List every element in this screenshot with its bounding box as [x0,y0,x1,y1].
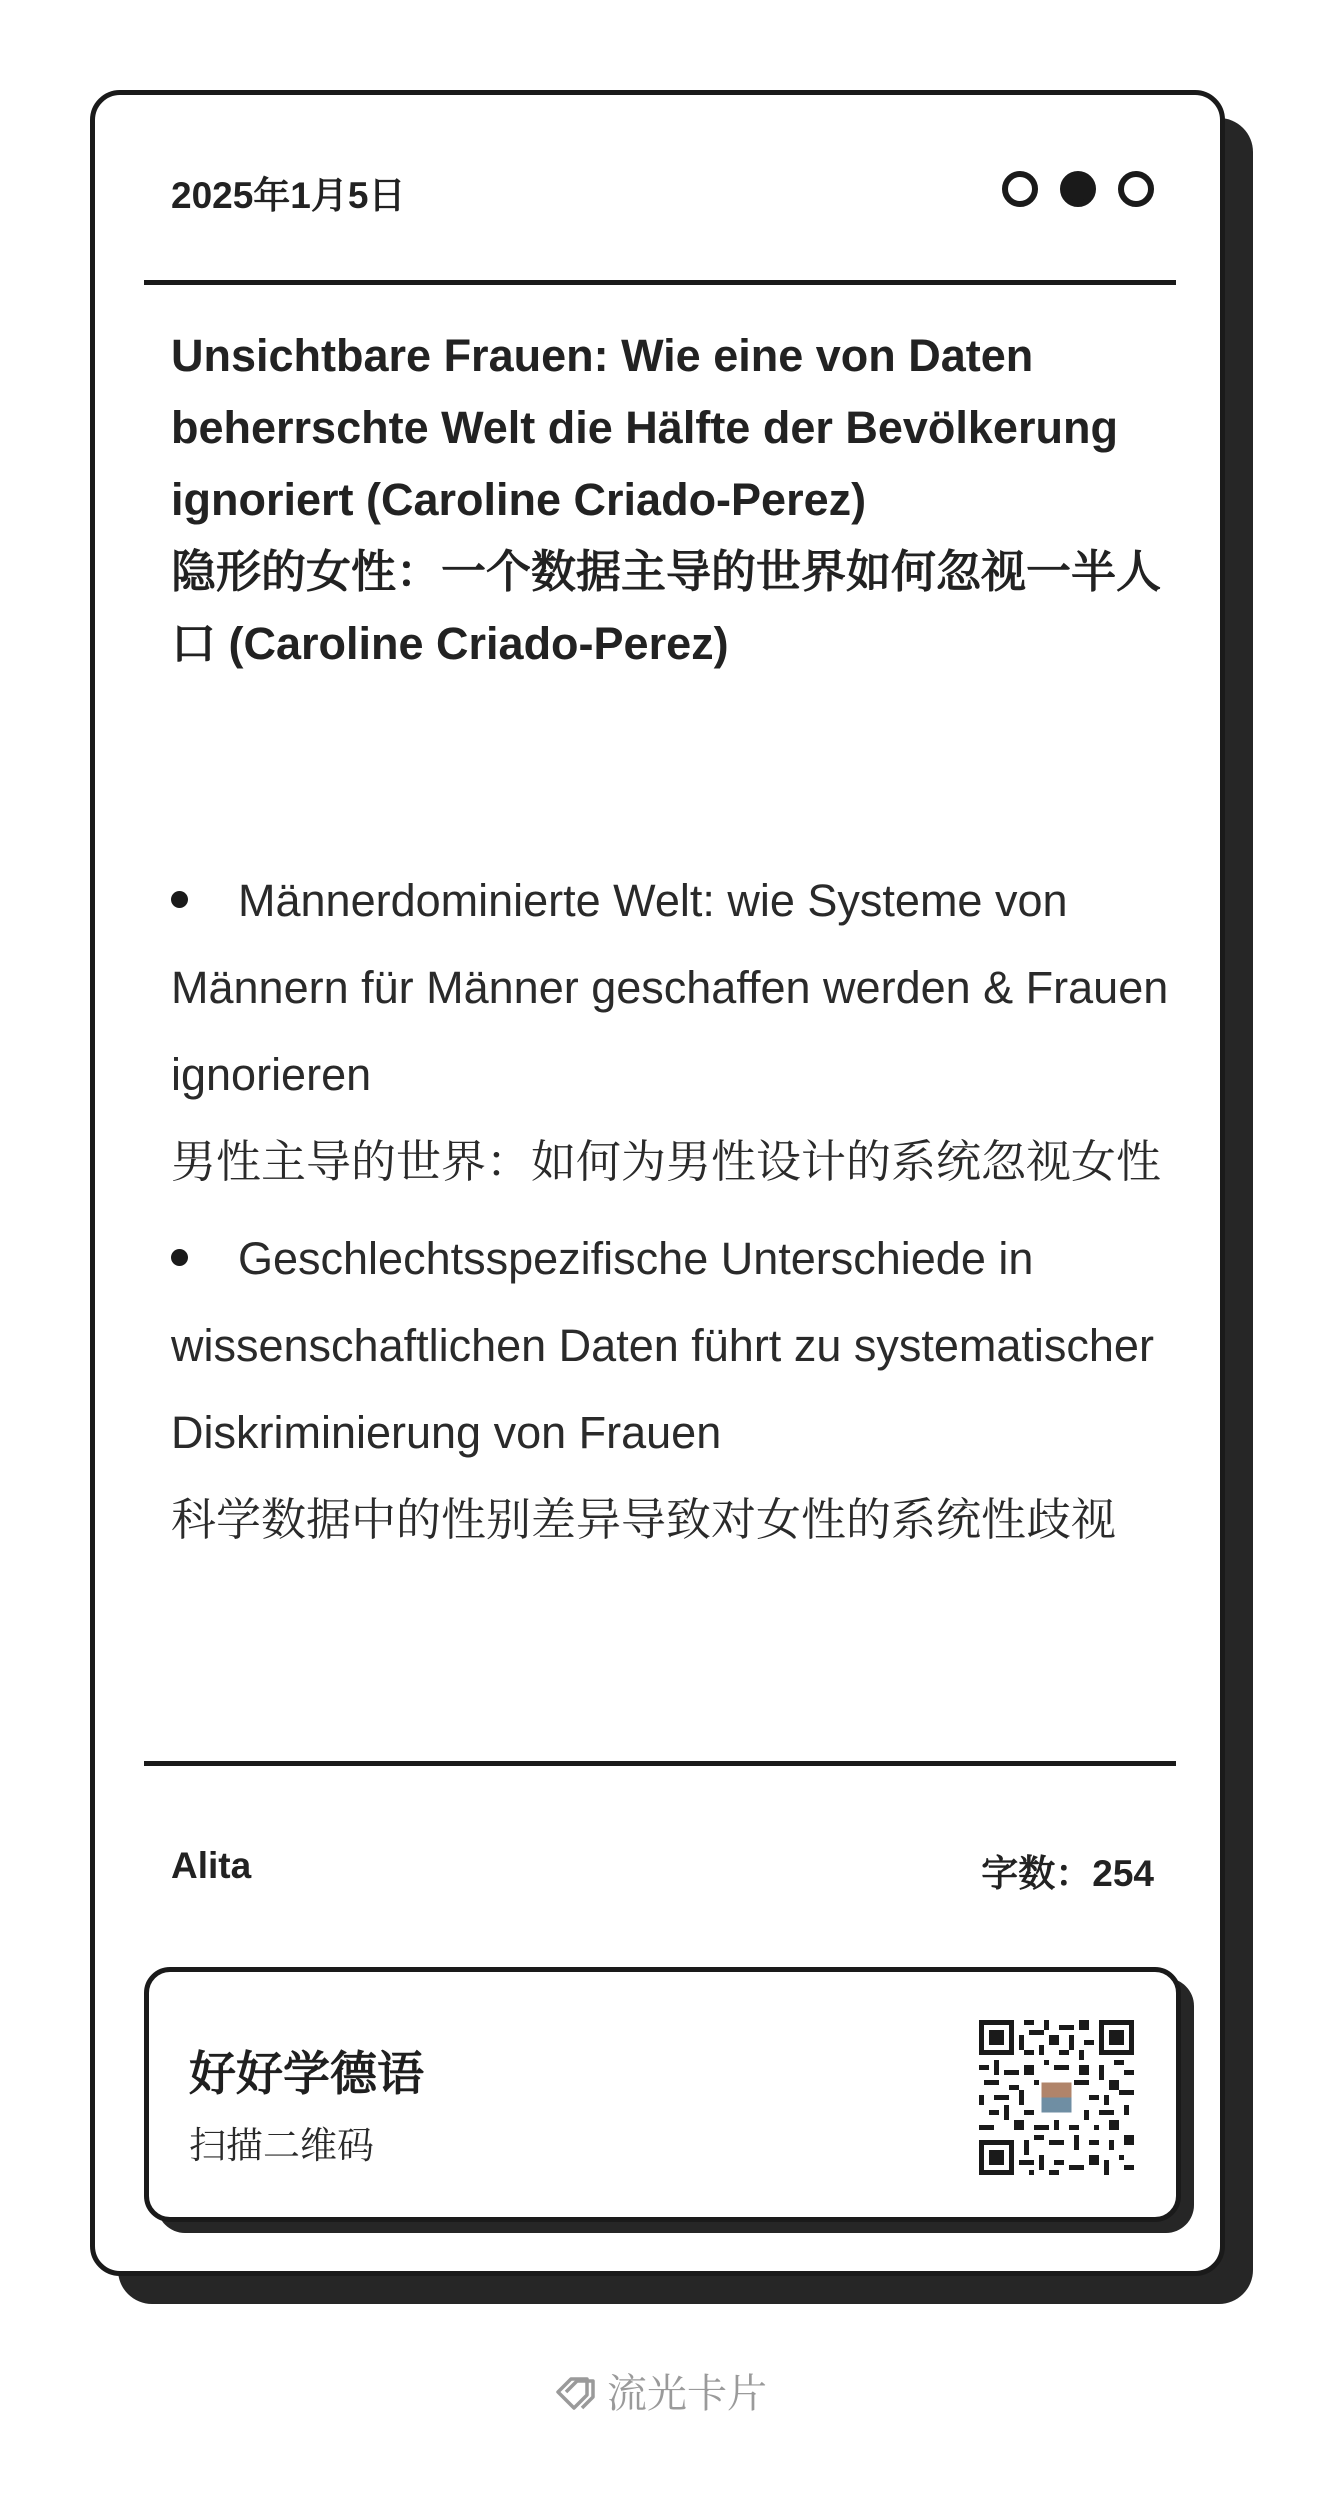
bullet-list [171,857,1171,1573]
bottom-divider [144,1761,1176,1766]
window-dots [1002,171,1154,207]
bullet-text-german: Geschlechtsspezifische Unterschiede in wissenschaftlichen Daten führt zu systematischer Diskriminierung von Frauen [171,1215,1171,1476]
circle-outline-icon [1002,171,1038,207]
qr-code-icon[interactable] [979,2020,1134,2175]
title-chinese: 隐形的女性：一个数据主导的世界如何忽视一半人口 (Caroline Criado-Perez) [171,546,1162,669]
card-title [171,320,1171,680]
circle-outline-icon [1118,171,1154,207]
title-german: Unsichtbare Frauen: Wie eine von Daten beherrschte Welt die Hälfte der Bevölkerung ignoriert (Caroline Criado-Perez) [171,330,1118,525]
quote-card [90,90,1225,2276]
footer-panel [144,1967,1181,2222]
tag-icon [553,2372,599,2412]
bullet-text-german: Männerdominierte Welt: wie Systeme von Männern für Männer geschaffen werden & Frauen ignorieren [171,857,1171,1118]
footer-brand: 好好学德语 [189,2047,424,2100]
list-item [171,1215,1171,1563]
author-name: Alita [171,1845,252,1886]
bottom-brand-label: 流光卡片 [607,2372,767,2416]
scan-qr-label: 扫描二维码 [189,2125,374,2166]
top-divider [144,280,1176,285]
list-item [171,857,1171,1205]
word-count: 字数：254 [981,1853,1154,1894]
circle-filled-icon [1060,171,1096,207]
bottom-brand [0,2362,1320,2419]
card-date: 2025年1月5日 [171,175,406,216]
bullet-text-chinese: 科学数据中的性别差异导致对女性的系统性歧视 [171,1494,1117,1545]
bullet-text-chinese: 男性主导的世界：如何为男性设计的系统忽视女性 [171,1136,1162,1187]
